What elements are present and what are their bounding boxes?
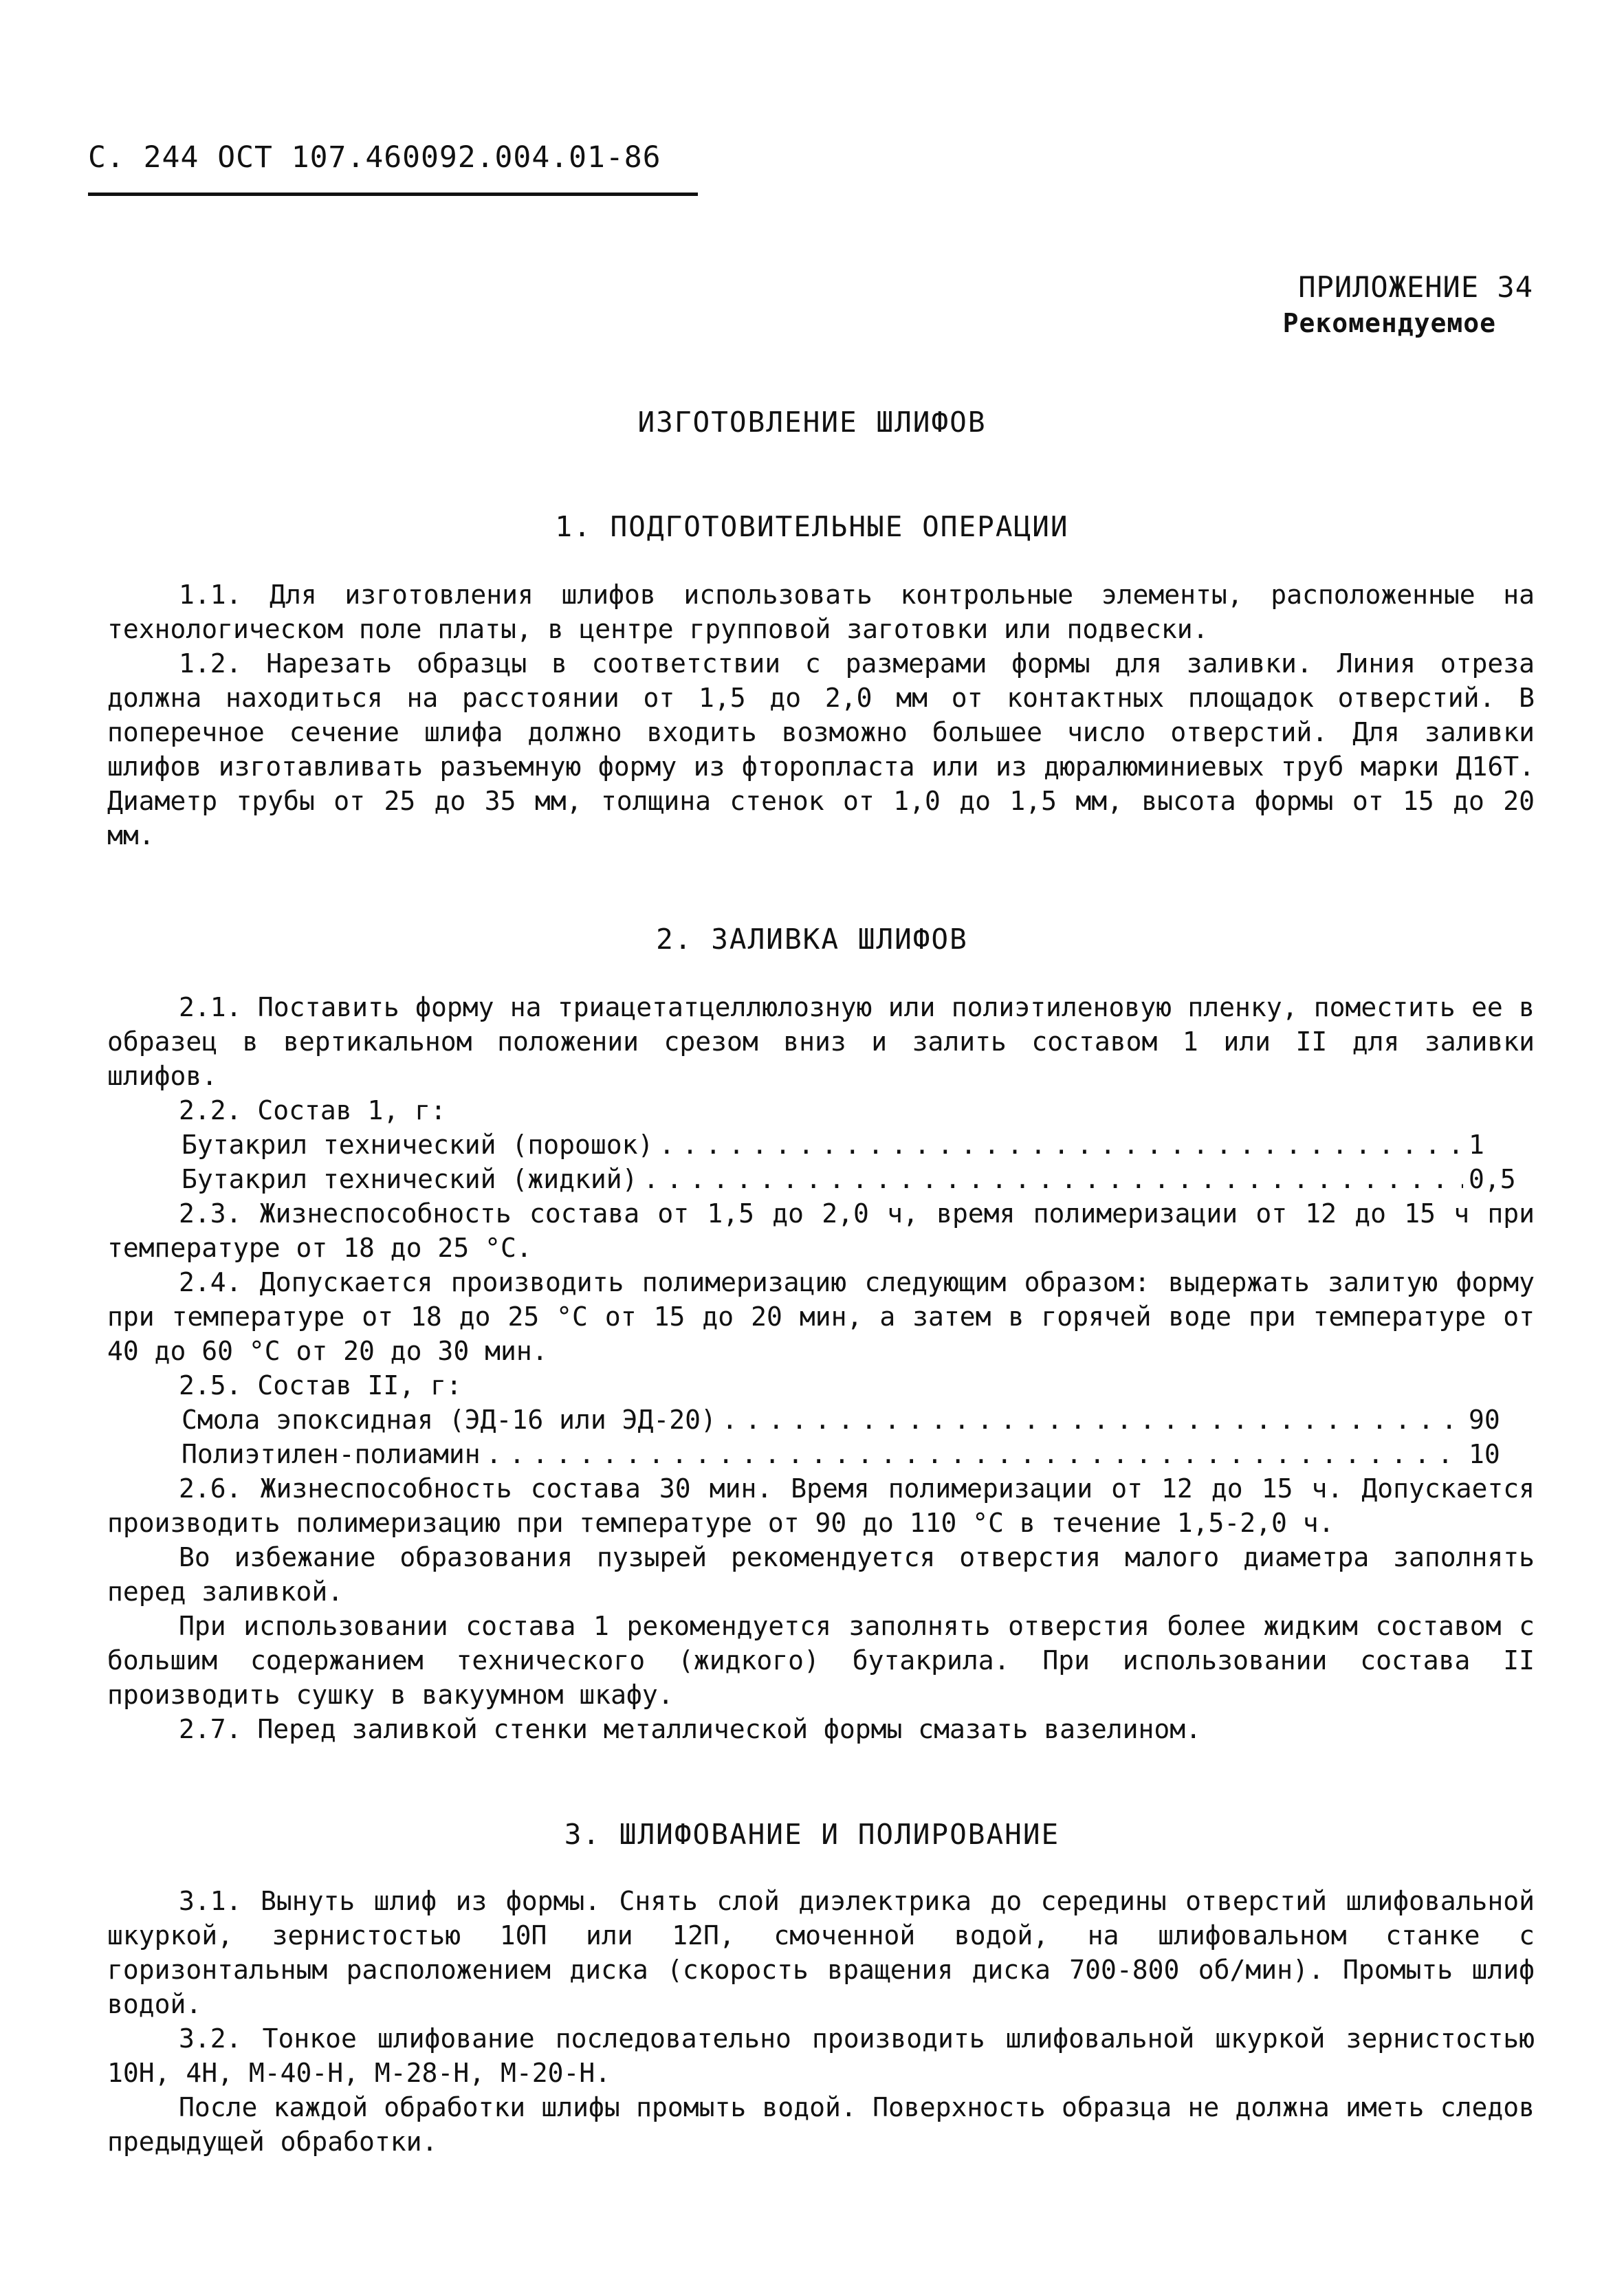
paragraph-2-4: 2.4. Допускается производить полимеризацию следующим образом: выдержать залитую форму при температуре от 18 до 25 °С от 15 до 20 мин, а затем в горячей воде при температуре от 40 до 60 °С от 20 до 30 мин.	[107, 1267, 1535, 1366]
dot-leader	[643, 1162, 1463, 1196]
header-underline	[88, 193, 698, 196]
paragraph-2-6: 2.6. Жизнеспособность состава 30 мин. Время полимеризации от 12 до 15 ч. Допускается производить полимеризацию при температуре от 90 до 110 °С в течение 1,5-2,0 ч.	[107, 1473, 1535, 1538]
paragraph-2-7: 2.7. Перед заливкой стенки металлической формы смазать вазелином.	[179, 1714, 1202, 1744]
paragraph-2-6-note-1: Во избежание образования пузырей рекомендуется отверстия малого диаметра заполнять перед заливкой.	[107, 1542, 1535, 1607]
section-3-body	[107, 1884, 1535, 2159]
dot-leader	[722, 1403, 1463, 1437]
paragraph-2-5-title: 2.5. Состав II, г:	[179, 1370, 462, 1401]
document-title: ИЗГОТОВЛЕНИЕ ШЛИФОВ	[637, 406, 987, 439]
section-3-title: 3. ШЛИФОВАНИЕ И ПОЛИРОВАНИЕ	[564, 1818, 1060, 1851]
paragraph-2-2-title: 2.2. Состав 1, г:	[179, 1095, 446, 1125]
paragraph-2-3: 2.3. Жизнеспособность состава от 1,5 до 2,0 ч, время полимеризации от 12 до 15 ч при температуре от 18 до 25 °С.	[107, 1198, 1535, 1263]
composition-item-value: 90	[1469, 1405, 1500, 1435]
section-2-body	[107, 990, 1535, 1746]
composition-item-label: Бутакрил технический (жидкий)	[182, 1164, 638, 1194]
paragraph-3-2-note: После каждой обработки шлифы промыть водой. Поверхность образца не должна иметь следов предыдущей обработки.	[107, 2092, 1535, 2157]
composition-item-label: Бутакрил технический (порошок)	[182, 1130, 654, 1160]
paragraph-3-2: 3.2. Тонкое шлифование последовательно производить шлифовальной шкуркой зернистостью 10Н, 4Н, М-40-Н, М-28-Н, М-20-Н.	[107, 2023, 1535, 2088]
appendix-title: ПРИЛОЖЕНИЕ 34	[1298, 270, 1533, 304]
paragraph-1-1: 1.1. Для изготовления шлифов использовать контрольные элементы, расположенные на технологическом поле платы, в центре групповой заготовки или подвески.	[107, 580, 1535, 644]
composition-item-label: Полиэтилен-полиамин	[182, 1439, 481, 1469]
dot-leader	[486, 1437, 1463, 1471]
composition-1-item	[107, 1162, 1535, 1196]
composition-item-value: 10	[1469, 1439, 1500, 1469]
paragraph-2-6-note-2: При использовании состава 1 рекомендуется заполнять отверстия более жидким составом с большим содержанием технического (жидкого) бутакрила. При использовании состава II производить сушку в вакуумном шкафу.	[107, 1611, 1535, 1710]
composition-2-item	[107, 1437, 1535, 1471]
composition-item-label: Смола эпоксидная (ЭД-16 или ЭД-20)	[182, 1405, 716, 1435]
paragraph-3-1: 3.1. Вынуть шлиф из формы. Снять слой диэлектрика до середины отверстий шлифовальной шкуркой, зернистостью 10П или 12П, смоченной водой, на шлифовальном станке с горизонтальным расположением диска (скорость вращения диска 700-800 об/мин). Промыть шлиф водой.	[107, 1886, 1535, 2019]
composition-1-item	[107, 1128, 1535, 1162]
composition-2-item	[107, 1403, 1535, 1437]
section-1-body	[107, 578, 1535, 853]
appendix-status: Рекомендуемое	[1282, 308, 1496, 338]
section-2-title: 2. ЗАЛИВКА ШЛИФОВ	[656, 923, 968, 956]
composition-item-value: 0,5	[1469, 1164, 1516, 1194]
dot-leader	[659, 1128, 1463, 1162]
page-header-reference: С. 244 ОСТ 107.460092.004.01-86	[88, 140, 661, 175]
composition-item-value: 1	[1469, 1130, 1484, 1160]
paragraph-1-2: 1.2. Нарезать образцы в соответствии с размерами формы для заливки. Линия отреза должна находиться на расстоянии от 1,5 до 2,0 мм от контактных площадок отверстий. В поперечное сечение шлифа должно входить возможно большее число отверстий. Для заливки шлифов изготавливать разъемную форму из фторопласта или из дюралюминиевых труб марки Д16Т. Диаметр трубы от 25 до 35 мм, толщина стенок от 1,0 до 1,5 мм, высота формы от 15 до 20 мм.	[107, 648, 1535, 850]
section-1-title: 1. ПОДГОТОВИТЕЛЬНЫЕ ОПЕРАЦИИ	[555, 510, 1069, 543]
paragraph-2-1: 2.1. Поставить форму на триацетатцеллюлозную или полиэтиленовую пленку, поместить ее в образец в вертикальном положении срезом вниз и залить составом 1 или II для заливки шлифов.	[107, 992, 1535, 1091]
